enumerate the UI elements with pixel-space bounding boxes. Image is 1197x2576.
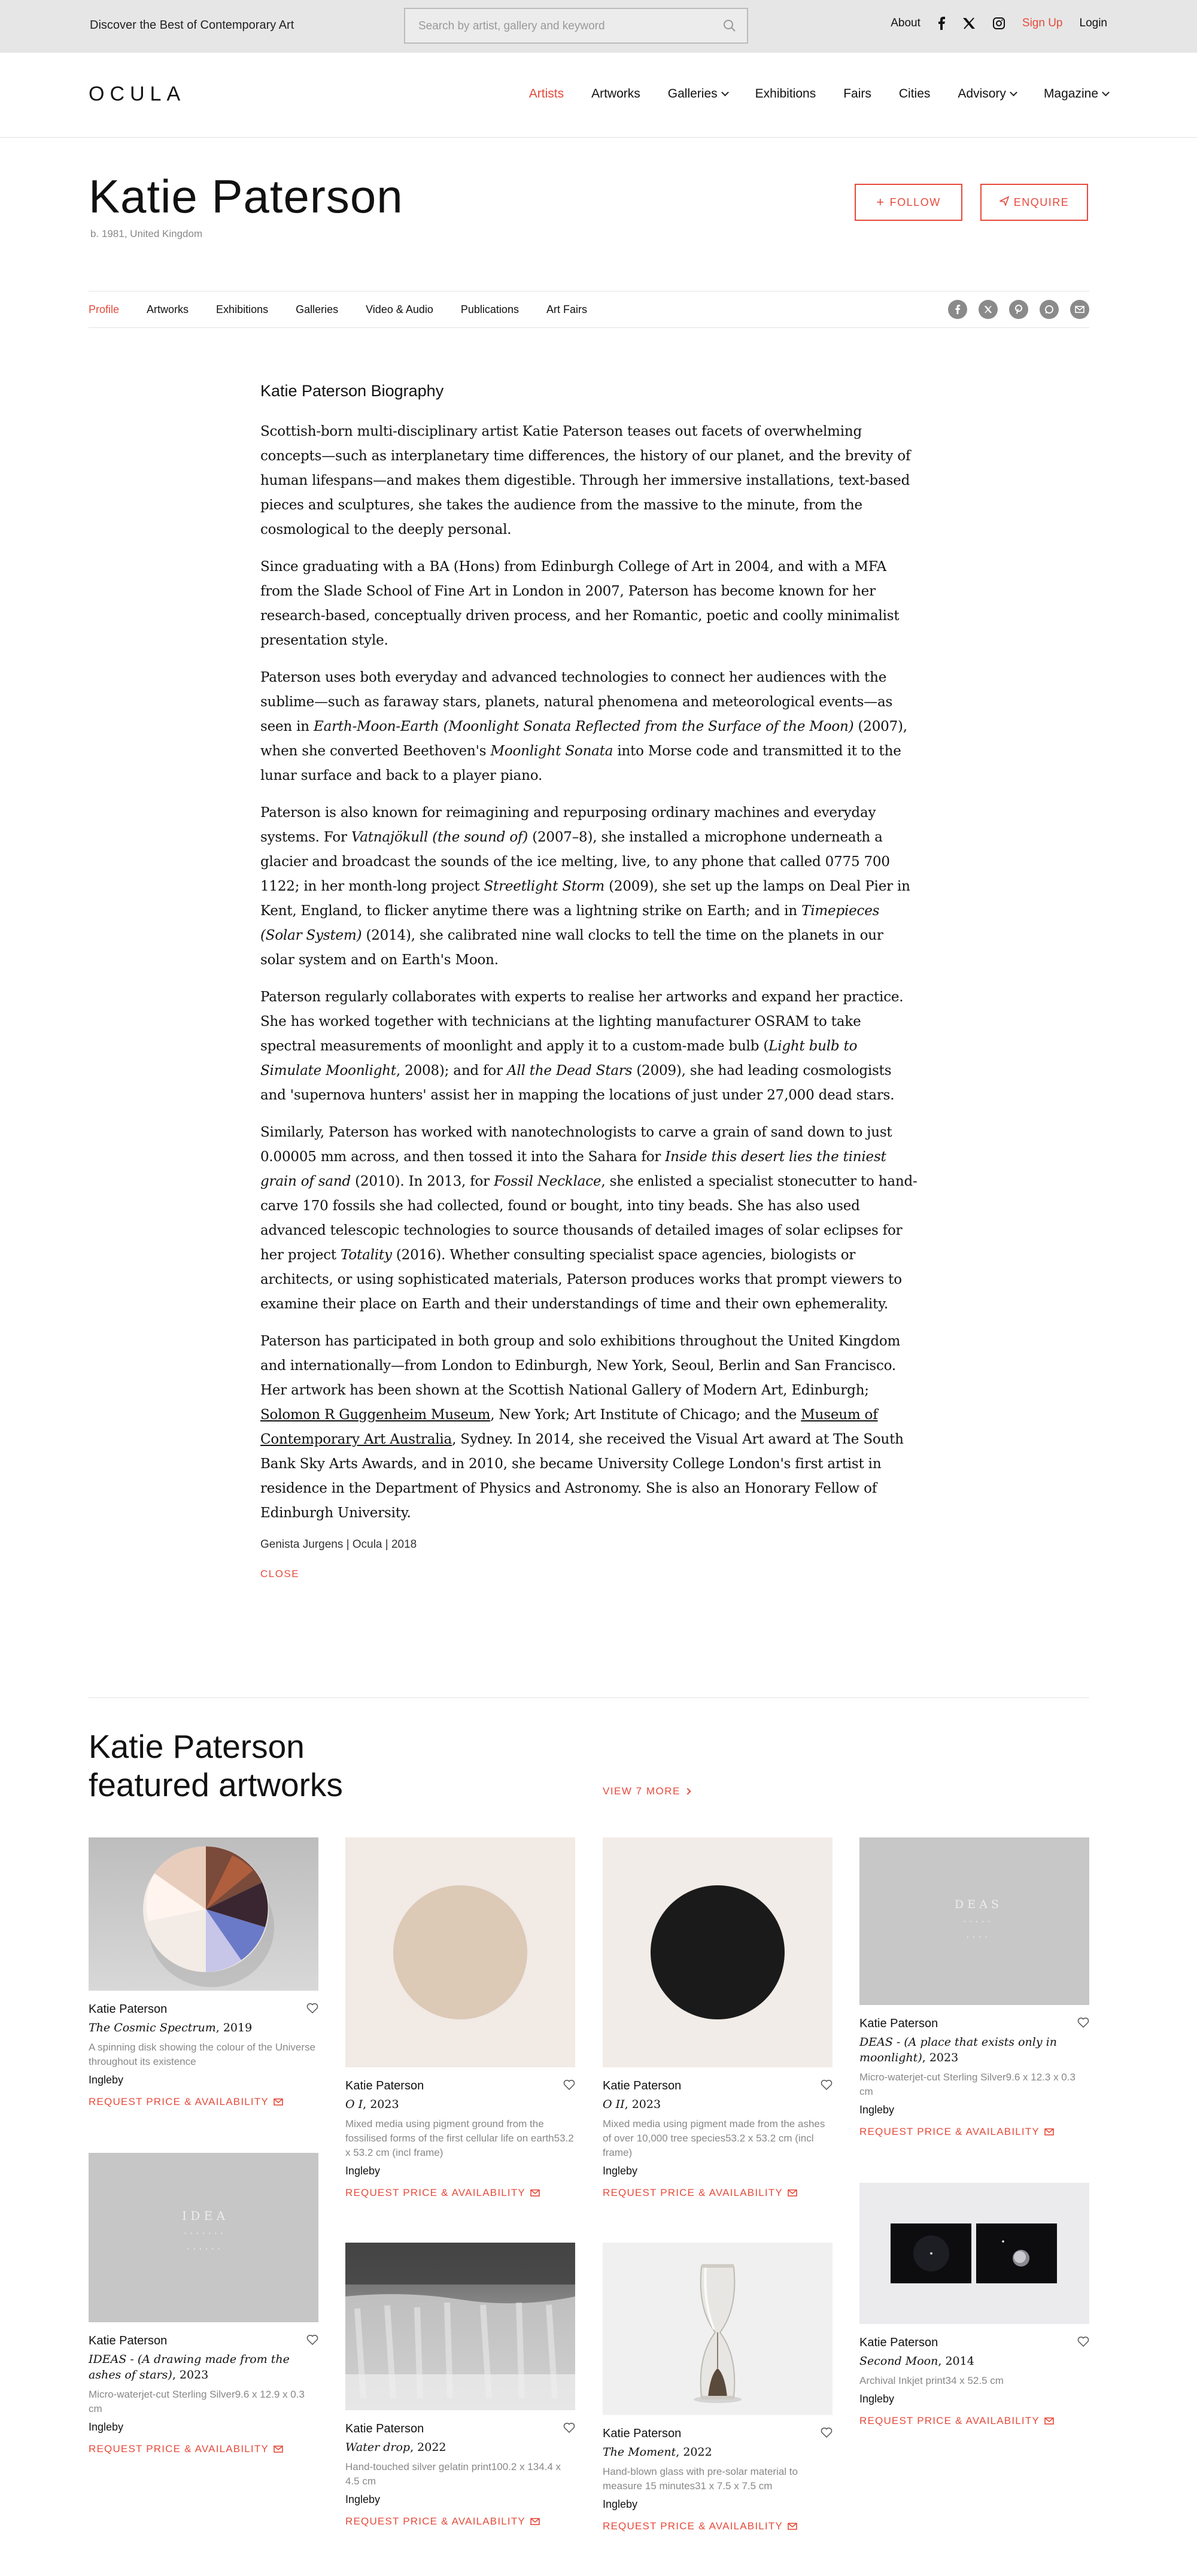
- artwork-card[interactable]: [859, 1837, 1089, 2138]
- envelope-icon: [530, 2189, 540, 2197]
- nav-advisory[interactable]: [958, 87, 1016, 101]
- nav-magazine-label: Magazine: [1043, 87, 1098, 101]
- request-price-button[interactable]: REQUEST PRICE & AVAILABILITY: [89, 2096, 318, 2108]
- artwork-description: A spinning disk showing the colour of the Universe throughout its existence: [89, 2042, 315, 2067]
- artwork-card[interactable]: [89, 2153, 318, 2455]
- artwork-title[interactable]: The Cosmic Spectrum, 2019: [89, 2021, 253, 2034]
- share-x-icon[interactable]: [979, 300, 998, 319]
- artwork-gallery[interactable]: Ingleby: [603, 2165, 638, 2177]
- nav-exhibitions-label: Exhibitions: [755, 87, 816, 101]
- bio-paragraph: Paterson is also known for reimagining and repurposing ordinary machines and everyday systems. For Vatnajökull (the sound of) (2007–8), she installed a microphone underneath a glacier and broadcast the sounds of the ice melting, live, to any phone that called 0775 700 1122; in her month-long project Streetlight Storm (2009), she set up the lamps on Deal Pier in Kent, England, to flicker anytime there was a lightning strike on Earth; and in Timepieces (Solar System) (2014), she calibrated nine wall clocks to tell the time on the planets in our solar system and on Earth's Moon.: [260, 805, 910, 968]
- artwork-title[interactable]: O I, 2023: [345, 2098, 399, 2111]
- artwork-gallery[interactable]: Ingleby: [345, 2165, 381, 2177]
- artwork-artist[interactable]: Katie Paterson: [345, 2079, 424, 2092]
- enquire-label: ENQUIRE: [1013, 196, 1070, 208]
- top-bar: [0, 0, 1197, 53]
- svg-text:D E A S: D E A S: [955, 1898, 999, 1911]
- artwork-gallery[interactable]: Ingleby: [603, 2498, 638, 2510]
- artwork-card[interactable]: [859, 2183, 1089, 2427]
- nav-advisory-label: Advisory: [958, 87, 1006, 101]
- svg-text:· · · · · ·: · · · · · ·: [187, 2243, 220, 2255]
- signup-link[interactable]: Sign Up: [1022, 17, 1063, 29]
- artwork-image[interactable]: [89, 2153, 318, 2322]
- chevron-down-icon: [721, 89, 729, 96]
- envelope-icon: [788, 2523, 797, 2530]
- artwork-image[interactable]: [345, 1837, 575, 2067]
- nav-artists-label: Artists: [528, 87, 564, 101]
- guggenheim-link[interactable]: Solomon R Guggenheim Museum: [260, 1407, 491, 1423]
- bio-paragraph: Since graduating with a BA (Hons) from Edinburgh College of Art in 2004, and with a MFA from the Slade School of Fine Art in London in 2007, Paterson has become known for her research-based, conceptually driven process, and her Romantic, poetic and coolly minimalist presentation style.: [260, 559, 900, 648]
- request-price-button[interactable]: REQUEST PRICE & AVAILABILITY: [345, 2187, 575, 2199]
- view-more-label: VIEW 7 MORE: [603, 1785, 680, 1797]
- plus-icon: +: [876, 195, 885, 209]
- share-facebook-icon[interactable]: [948, 300, 967, 319]
- artwork-description: Micro-waterjet-cut Sterling Silver9.6 x 12.3 x 0.3 cm: [859, 2071, 1076, 2097]
- artwork-artist[interactable]: Katie Paterson: [345, 2422, 424, 2435]
- artwork-card[interactable]: [89, 1837, 318, 2108]
- request-price-button[interactable]: REQUEST PRICE & AVAILABILITY: [89, 2443, 318, 2455]
- login-link[interactable]: Login: [1079, 17, 1107, 29]
- bio-paragraph: Paterson uses both everyday and advanced technologies to connect her audiences with the sublime—such as faraway stars, planets, natural phenomena and meteorological events—as seen in Earth-Moon-Earth (Moonlight Sonata Reflected from the Surface of the Moon) (2007), when she converted Beethoven's Moonlight Sonata into Morse code and transmitted it to the lunar surface and back to a player piano.: [260, 670, 907, 783]
- artwork-image[interactable]: [603, 1837, 833, 2067]
- tab-video-audio[interactable]: Video & Audio: [366, 303, 433, 315]
- mca-australia-link[interactable]: Museum of Contemporary Art Australia: [260, 1407, 878, 1447]
- chevron-down-icon: [1010, 89, 1017, 96]
- heart-icon[interactable]: [1077, 2017, 1089, 2031]
- tab-exhibitions[interactable]: Exhibitions: [216, 303, 269, 315]
- artwork-description: Hand-touched silver gelatin print100.2 x 134.4 x 4.5 cm: [345, 2461, 561, 2487]
- instagram-icon[interactable]: [992, 17, 1005, 30]
- tab-publications[interactable]: Publications: [460, 303, 519, 315]
- heart-icon[interactable]: [563, 2422, 575, 2436]
- nav-cities[interactable]: [899, 87, 931, 101]
- artwork-gallery[interactable]: Ingleby: [859, 2104, 895, 2116]
- bio-paragraph: Similarly, Paterson has worked with nanotechnologists to carve a grain of sand down to just 0.00005 mm across, and then tossed it into the Sahara for Inside this desert lies the tiniest grain of sand (2010). In 2013, for Fossil Necklace, she enlisted a specialist stonecutter to hand-carve 170 fossils she had collected, found or bought, into tiny beads. She has also used advanced telescopic technologies to source thousands of detailed images of solar eclipses for her project Totality (2016). Whether consulting specialist space agencies, biologists or architects, or using sophisticated materials, Paterson produces works that prompt viewers to examine their place on Earth and their understandings of time and their own ephemerality.: [260, 1125, 918, 1312]
- nav-fairs[interactable]: [843, 87, 871, 101]
- nav-magazine[interactable]: [1044, 87, 1108, 101]
- artwork-gallery[interactable]: Ingleby: [345, 2493, 381, 2505]
- svg-text:· · · ·: · · · ·: [966, 1931, 988, 1943]
- artwork-artist[interactable]: Katie Paterson: [859, 2336, 938, 2349]
- biography-section: [260, 382, 919, 1580]
- chevron-down-icon: [1102, 89, 1110, 96]
- artwork-image[interactable]: [89, 1837, 318, 1991]
- svg-text:I D E A: I D E A: [181, 2209, 226, 2223]
- nav-fairs-label: Fairs: [843, 87, 871, 101]
- envelope-icon: [274, 2098, 283, 2106]
- artwork-title[interactable]: Second Moon, 2014: [859, 2355, 974, 2368]
- artwork-description: Archival Inkjet print34 x 52.5 cm: [859, 2375, 1004, 2386]
- artwork-card[interactable]: [345, 1837, 575, 2199]
- main-nav: [0, 53, 1197, 138]
- nav-exhibitions[interactable]: [755, 87, 816, 101]
- envelope-icon: [788, 2189, 797, 2197]
- view-more-link[interactable]: [603, 1785, 690, 1797]
- artwork-title[interactable]: The Moment, 2022: [603, 2446, 712, 2459]
- bio-paragraph: Paterson has participated in both group and solo exhibitions throughout the United Kingdom and internationally—from London to Edinburgh, New York, Seoul, Berlin and San Francisco. Her artwork has been shown at the Scottish National Gallery of Modern Art, Edinburgh; Solomon R Guggenheim Museum, New York; Art Institute of Chicago; and the Museum of Contemporary Art Australia, Sydney. In 2014, she received the Visual Art award at The South Bank Sky Arts Awards, and in 2010, she became University College London's first artist in residence in the Department of Physics and Astronomy. She is also an Honorary Fellow of Edinburgh University.: [260, 1333, 904, 1521]
- artwork-title[interactable]: O II, 2023: [603, 2098, 661, 2111]
- nav-galleries[interactable]: [668, 87, 728, 101]
- heart-icon[interactable]: [306, 2003, 318, 2016]
- artwork-description: Mixed media using pigment ground from the fossilised forms of the first cellular life on earth53.2 x 53.2 cm (incl frame): [345, 2118, 574, 2158]
- profile-subnav: [89, 291, 1089, 328]
- artwork-description: Mixed media using pigment made from the ashes of over 10,000 tree species53.2 x 53.2 cm (incl frame): [603, 2118, 825, 2158]
- site-tagline: Discover the Best of Contemporary Art: [90, 19, 294, 32]
- artwork-title[interactable]: DEAS - (A place that exists only in moonlight), 2023: [859, 2036, 1057, 2064]
- biography-heading: Katie Paterson Biography: [260, 382, 444, 400]
- artwork-artist[interactable]: Katie Paterson: [603, 2427, 682, 2440]
- bio-paragraph: Paterson regularly collaborates with experts to realise her artworks and expand her practice. She has worked together with technicians at the lighting manufacturer OSRAM to take spectral measurements of moonlight and apply it to a custom-made bulb (Light bulb to Simulate Moonlight, 2008); and for All the Dead Stars (2009), she had leading cosmologists and 'supernova hunters' assist her in mapping the locations of just under 27,000 dead stars.: [260, 989, 904, 1103]
- artwork-artist[interactable]: Katie Paterson: [89, 2334, 168, 2347]
- share-whatsapp-icon[interactable]: [1040, 300, 1059, 319]
- tab-artworks[interactable]: Artworks: [147, 303, 189, 315]
- request-price-button[interactable]: REQUEST PRICE & AVAILABILITY: [603, 2187, 833, 2199]
- nav-artworks-label: Artworks: [591, 87, 640, 101]
- send-icon: [999, 196, 1009, 209]
- tab-profile[interactable]: Profile: [89, 303, 120, 315]
- artwork-card[interactable]: [345, 2243, 575, 2528]
- artwork-title[interactable]: IDEAS - (A drawing made from the ashes of stars), 2023: [89, 2353, 290, 2381]
- artwork-image[interactable]: [859, 2183, 1089, 2324]
- artwork-image[interactable]: [859, 1837, 1089, 2005]
- chevron-right-icon: [684, 1788, 691, 1794]
- artwork-card[interactable]: [603, 2243, 833, 2532]
- close-bio-button[interactable]: CLOSE: [260, 1568, 300, 1579]
- section-divider: [89, 1697, 1089, 1698]
- artwork-artist[interactable]: Katie Paterson: [603, 2079, 682, 2092]
- artwork-description: Micro-waterjet-cut Sterling Silver9.6 x 12.9 x 0.3 cm: [89, 2389, 305, 2414]
- artwork-image[interactable]: [603, 2243, 833, 2415]
- artwork-gallery[interactable]: Ingleby: [89, 2074, 124, 2086]
- heart-icon[interactable]: [563, 2079, 575, 2093]
- heart-icon[interactable]: [821, 2079, 833, 2093]
- search-box[interactable]: [404, 8, 748, 44]
- heart-icon[interactable]: [1077, 2336, 1089, 2350]
- follow-button[interactable]: [855, 184, 962, 221]
- nav-artworks[interactable]: [591, 87, 640, 101]
- envelope-icon: [530, 2518, 540, 2525]
- envelope-icon: [1044, 2417, 1054, 2425]
- search-icon[interactable]: [723, 19, 736, 35]
- artist-name: Katie Paterson: [89, 170, 403, 223]
- tab-art-fairs[interactable]: Art Fairs: [546, 303, 587, 315]
- artwork-artist[interactable]: Katie Paterson: [859, 2017, 938, 2030]
- request-price-button[interactable]: REQUEST PRICE & AVAILABILITY: [859, 2126, 1089, 2138]
- tab-galleries[interactable]: Galleries: [296, 303, 339, 315]
- request-price-button[interactable]: REQUEST PRICE & AVAILABILITY: [859, 2415, 1089, 2427]
- facebook-icon[interactable]: [937, 17, 946, 30]
- share-pinterest-icon[interactable]: [1009, 300, 1028, 319]
- share-email-icon[interactable]: [1070, 300, 1089, 319]
- heart-icon[interactable]: [306, 2334, 318, 2348]
- nav-cities-label: Cities: [898, 87, 931, 101]
- svg-text:· · · · · · ·: · · · · · · ·: [183, 2228, 224, 2239]
- artwork-card[interactable]: [603, 1837, 833, 2199]
- about-link[interactable]: About: [891, 17, 920, 29]
- bio-credit: Genista Jurgens | Ocula | 2018: [260, 1538, 417, 1551]
- artwork-title[interactable]: Water drop, 2022: [345, 2441, 446, 2454]
- nav-galleries-label: Galleries: [667, 87, 718, 101]
- artwork-artist[interactable]: Katie Paterson: [89, 2003, 168, 2016]
- envelope-icon: [1044, 2128, 1054, 2135]
- artist-birth-info: b. 1981, United Kingdom: [90, 228, 203, 239]
- enquire-button[interactable]: [980, 184, 1088, 221]
- heart-icon[interactable]: [821, 2427, 833, 2441]
- follow-label: FOLLOW: [889, 196, 941, 208]
- ocula-logo[interactable]: OCULA: [89, 83, 186, 105]
- bio-paragraph: Scottish-born multi-disciplinary artist Katie Paterson teases out facets of overwhelming concepts—such as interplanetary time differences, the history of our planet, and the brevity of human lifespans—and makes them digestible. Through her immersive installations, text-based pieces and sculptures, she takes the audience from the massive to the minute, from the cosmological to the deeply personal.: [260, 424, 911, 537]
- request-price-button[interactable]: REQUEST PRICE & AVAILABILITY: [603, 2520, 833, 2532]
- search-input[interactable]: [418, 19, 706, 34]
- artwork-description: Hand-blown glass with pre-solar material to measure 15 minutes31 x 7.5 x 7.5 cm: [603, 2466, 798, 2492]
- artwork-gallery[interactable]: Ingleby: [859, 2393, 895, 2405]
- envelope-icon: [274, 2446, 283, 2453]
- artwork-gallery[interactable]: Ingleby: [89, 2421, 124, 2433]
- artwork-image[interactable]: [345, 2243, 575, 2410]
- request-price-button[interactable]: REQUEST PRICE & AVAILABILITY: [345, 2516, 575, 2528]
- featured-artworks-heading: Katie Paterson featured artworks: [89, 1728, 343, 1803]
- nav-artists[interactable]: [529, 87, 564, 101]
- x-twitter-icon[interactable]: [962, 17, 976, 29]
- svg-text:· · · · ·: · · · · ·: [963, 1916, 991, 1927]
